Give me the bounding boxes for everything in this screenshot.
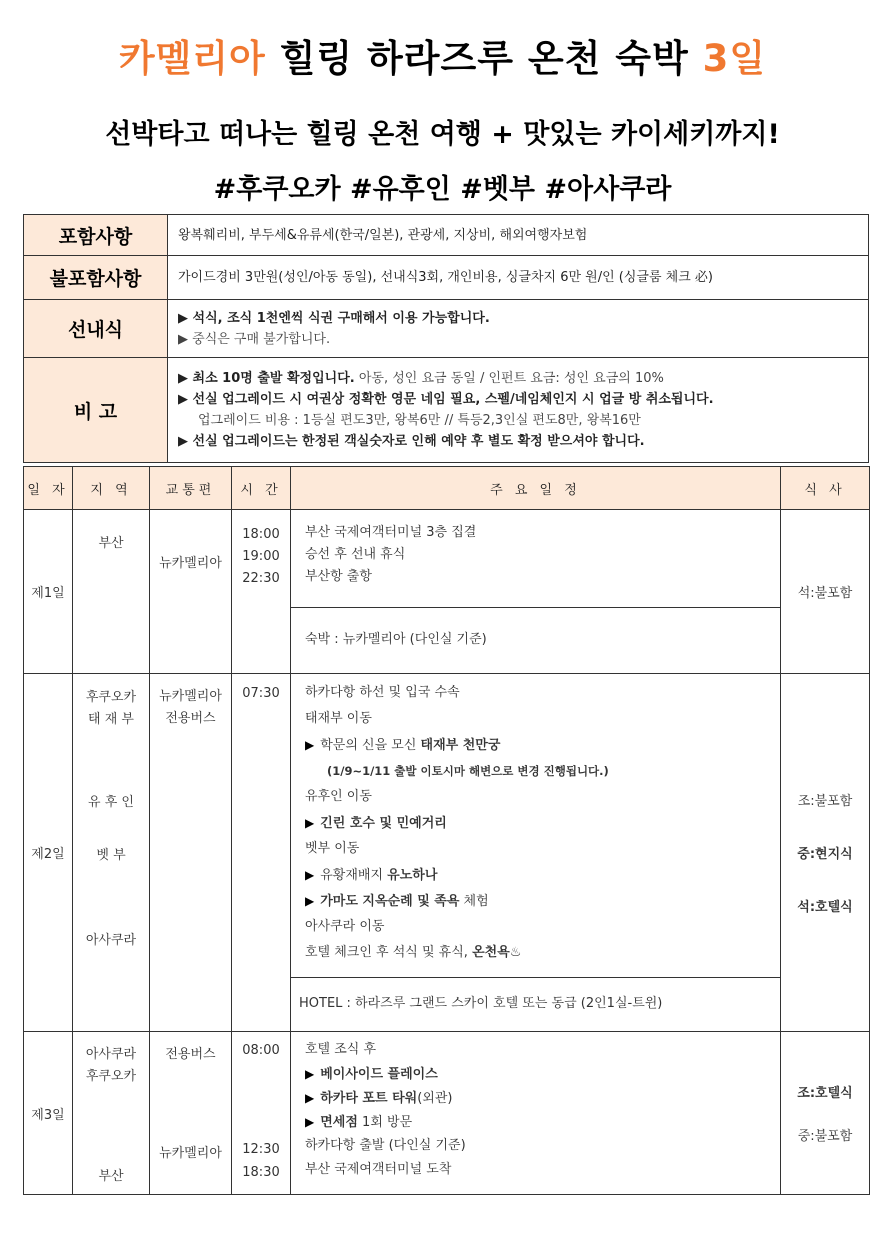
notes-line-2: ▶ 선실 업그레이드 시 여권상 정확한 영문 네임 필요, 스펠/네임체인지 시 업글 방 취소됩니다. — [178, 392, 714, 407]
header-region: 지 역 — [73, 467, 150, 510]
notes-label: 비 고 — [24, 358, 168, 463]
hashtags: #후쿠오카 #유후인 #벳부 #아사쿠라 — [213, 174, 672, 205]
day2-meal-2: 중:현지식 — [797, 847, 853, 862]
included-label: 포함사항 — [24, 215, 168, 256]
excluded-text: 가이드경비 3만원(성인/아동 동일), 선내식3회, 개인비용, 싱글차지 6만 원/인 (싱글룸 체크 必) — [168, 256, 869, 300]
excluded-label: 불포함사항 — [24, 256, 168, 300]
included-row — [24, 215, 869, 256]
day1-times — [232, 510, 291, 674]
day1-item-1: 부산 국제여객터미널 3층 집결 — [305, 525, 477, 540]
notes-row — [24, 358, 869, 463]
day3-regions — [73, 1032, 150, 1195]
day2-region-1: 후쿠오카 — [85, 690, 137, 705]
day2-meal-1: 조:불포함 — [797, 794, 853, 809]
day3-transport — [150, 1032, 232, 1195]
day2-item-11: 호텔 체크인 후 석식 및 휴식, 온천욕♨ — [305, 945, 522, 960]
day3-time-3: 18:30 — [242, 1165, 280, 1180]
day2-meals — [781, 674, 870, 1032]
day1-stay: 숙박 : 뉴카멜리아 (다인실 기준) — [305, 632, 487, 647]
schedule-header — [24, 467, 870, 510]
header-time: 시 간 — [232, 467, 291, 510]
meals-row — [24, 300, 869, 358]
day2-transport-2: 전용버스 — [165, 711, 216, 726]
day2-item-2: 태재부 이동 — [305, 711, 372, 726]
included-text: 왕복훼리비, 부두세&유류세(한국/일본), 관광세, 지상비, 해외여행자보험 — [168, 215, 869, 256]
day3-time-2: 12:30 — [242, 1142, 280, 1157]
day2-region-3: 유 후 인 — [88, 795, 134, 810]
day1-item-3: 부산항 출항 — [305, 569, 372, 584]
meals-line-1: ▶ 석식, 조식 1천엔씩 식권 구매해서 이용 가능합니다. — [178, 310, 490, 326]
day2-item-6: ▶ 긴린 호수 및 민예거리 — [305, 816, 447, 831]
day1-time-3: 22:30 — [242, 571, 280, 586]
day3-row — [24, 1032, 870, 1195]
subtitle: 선박타고 떠나는 힐링 온천 여행 + 맛있는 카이세키까지! — [105, 119, 780, 150]
day2-item-3: ▶ 학문의 신을 모신 태재부 천만궁 — [305, 738, 501, 753]
excluded-row — [24, 256, 869, 300]
day2-transport-1: 뉴카멜리아 — [159, 689, 222, 704]
day1-meal: 석:불포함 — [781, 510, 870, 674]
day3-item-5: 하카다항 출발 (다인실 기준) — [305, 1138, 466, 1153]
day1-time-2: 19:00 — [242, 549, 280, 564]
day3-label: 제3일 — [24, 1032, 73, 1195]
day2-hotel: HOTEL : 하라즈루 그랜드 스카이 호텔 또는 동급 (2인1실-트윈) — [299, 996, 663, 1011]
day1-time-1: 18:00 — [242, 527, 280, 542]
day1-item-2: 승선 후 선내 휴식 — [305, 547, 406, 562]
notes-text — [168, 358, 869, 463]
day2-item-7: 벳부 이동 — [305, 841, 360, 856]
day2-region-5: 아사쿠라 — [85, 933, 137, 948]
day3-region-2: 후쿠오카 — [85, 1069, 137, 1084]
day3-item-1: 호텔 조식 후 — [305, 1042, 377, 1057]
meals-label: 선내식 — [24, 300, 168, 358]
day3-time-1: 08:00 — [242, 1043, 280, 1058]
day2-label: 제2일 — [24, 674, 73, 1032]
day2-region-2: 태 재 부 — [88, 712, 134, 727]
title-main: 힐링 하라즈루 온천 숙박 — [279, 37, 689, 80]
day2-transport — [150, 674, 232, 1032]
day2-row — [24, 674, 870, 1032]
day3-meal-1: 조:호텔식 — [797, 1086, 853, 1101]
day3-transport-1: 전용버스 — [165, 1047, 216, 1062]
notes-line-3: 업그레이드 비용 : 1등실 편도3만, 왕복6만 // 특등2,3인실 편도8만, 왕복16만 — [198, 413, 641, 428]
day3-meals — [781, 1032, 870, 1195]
day1-itinerary — [291, 510, 781, 674]
day1-transport: 뉴카멜리아 — [150, 510, 232, 674]
day3-times — [232, 1032, 291, 1195]
day2-item-1: 하카다항 하선 및 입국 수속 — [305, 685, 460, 700]
day1-region: 부산 — [73, 510, 150, 674]
day2-item-5: 유후인 이동 — [305, 789, 372, 804]
page-title — [0, 28, 885, 82]
day3-item-6: 부산 국제여객터미널 도착 — [305, 1162, 452, 1177]
header-meals: 식 사 — [781, 467, 870, 510]
day1-row — [24, 510, 870, 674]
day3-region-3: 부산 — [98, 1169, 124, 1184]
day3-transport-2: 뉴카멜리아 — [159, 1146, 222, 1161]
meals-text — [168, 300, 869, 358]
info-table — [23, 214, 869, 463]
header-day: 일 자 — [24, 467, 73, 510]
day2-itinerary — [291, 674, 781, 1032]
notes-line-4: ▶ 선실 업그레이드는 한정된 객실숫자로 인해 예약 후 별도 확정 받으셔야 합니다. — [178, 434, 645, 449]
day3-itinerary — [291, 1032, 781, 1195]
day2-item-10: 아사쿠라 이동 — [305, 919, 385, 934]
title-brand: 카멜리아 — [118, 37, 266, 80]
meals-line-2: ▶ 중식은 구매 불가합니다. — [178, 331, 331, 347]
day2-item-4: (1/9~1/11 출발 이토시마 해변으로 변경 진행됩니다.) — [327, 764, 609, 778]
day2-item-8: ▶ 유황재배지 유노하나 — [305, 868, 438, 883]
day2-time: 07:30 — [232, 674, 291, 1032]
day2-region-4: 벳 부 — [96, 848, 126, 863]
day3-region-1: 아사쿠라 — [85, 1047, 137, 1062]
day2-item-9: ▶ 가마도 지옥순례 및 족욕 체험 — [305, 894, 489, 909]
day3-item-2: ▶ 베이사이드 플레이스 — [305, 1067, 438, 1082]
title-days: 3일 — [702, 37, 767, 80]
notes-line-1: ▶ 최소 10명 출발 확정입니다. 아동, 성인 요금 동일 / 인펀트 요금: 성인 요금의 10% — [178, 371, 664, 386]
day2-regions — [73, 674, 150, 1032]
schedule-table — [23, 466, 870, 1195]
day2-meal-3: 석:호텔식 — [797, 900, 853, 915]
day3-item-4: ▶ 면세점 1회 방문 — [305, 1115, 413, 1130]
header-transport: 교통편 — [150, 467, 232, 510]
header-itinerary: 주 요 일 정 — [291, 467, 781, 510]
day1-label: 제1일 — [24, 510, 73, 674]
day3-meal-2: 중:불포함 — [797, 1129, 853, 1144]
day3-item-3: ▶ 하카타 포트 타워(외관) — [305, 1091, 453, 1106]
